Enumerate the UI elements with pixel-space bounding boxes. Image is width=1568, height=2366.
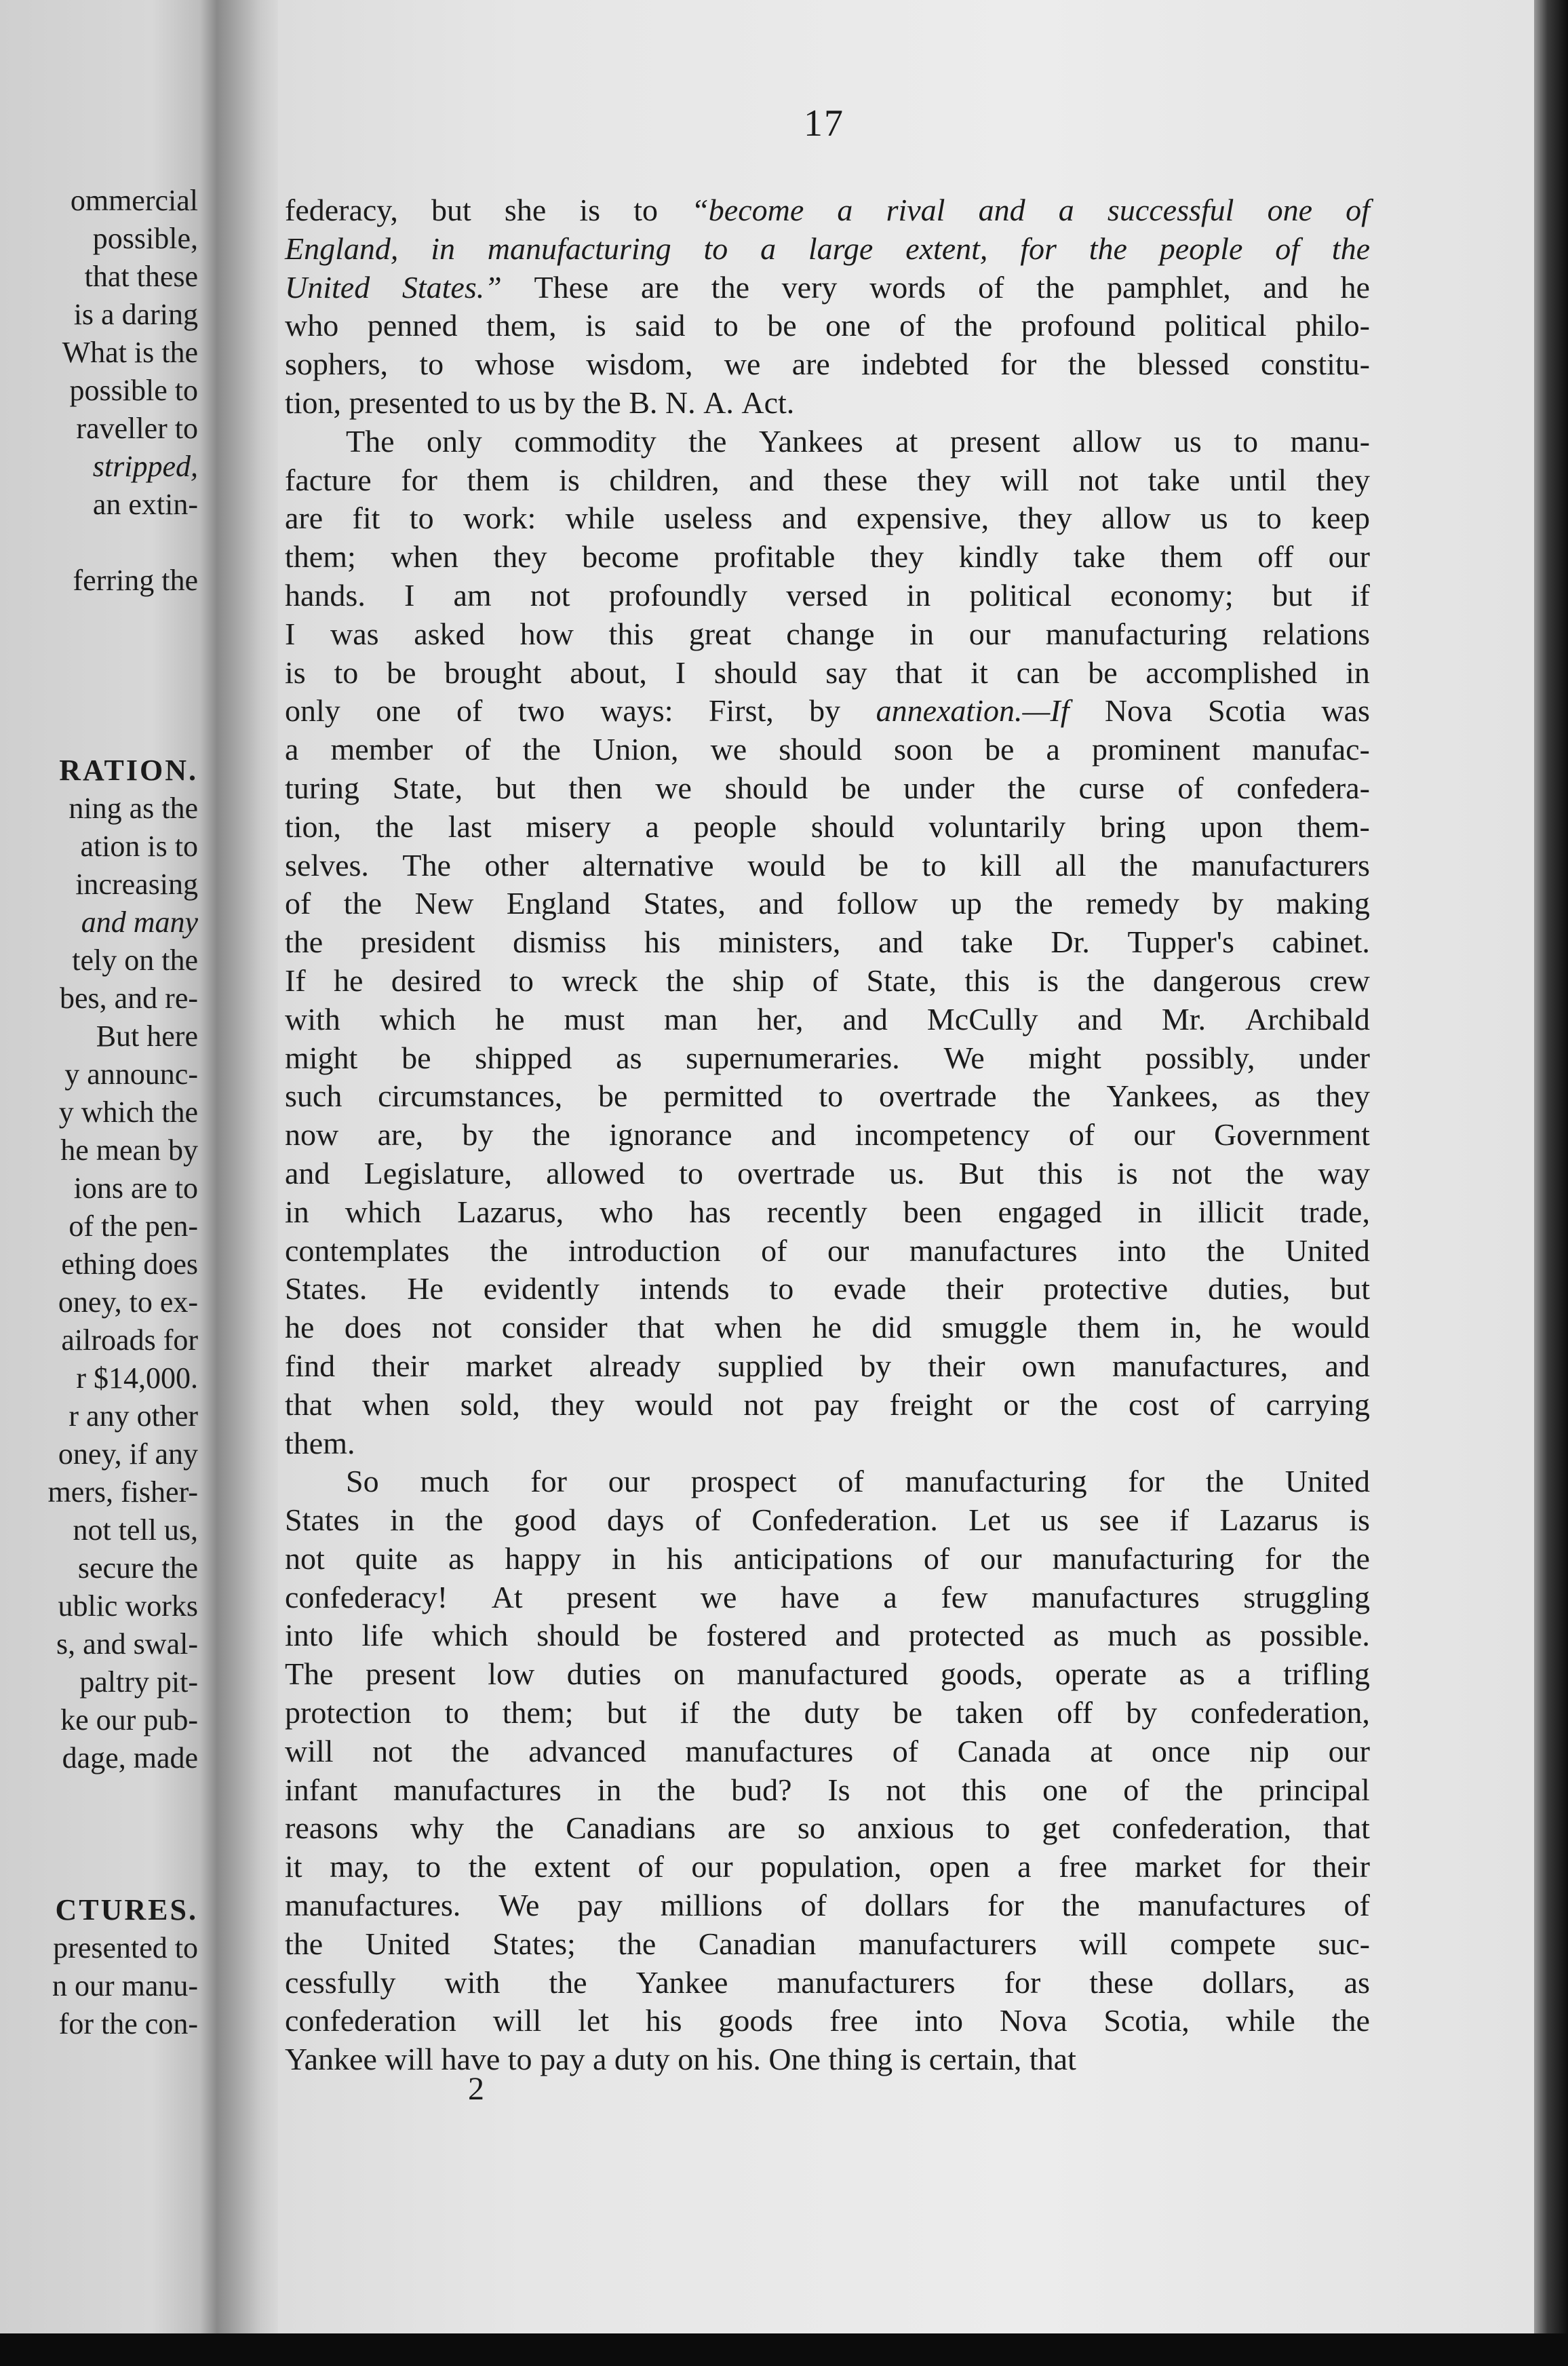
body-text <box>285 191 1370 2079</box>
left-fragment-line: paltry pit- <box>79 1665 198 1699</box>
body-line: The present low duties on manufactured goods, operate as a trifling <box>285 1656 1370 1692</box>
page-edge <box>1534 0 1568 2366</box>
left-fragment-line: raveller to <box>76 412 198 445</box>
body-line: tion, presented to us by the B. N. A. Act. <box>285 385 795 420</box>
body-line: sophers, to whose wisdom, we are indebted for the blessed constitu- <box>285 347 1370 382</box>
body-line: manufactures. We pay millions of dollars for the manufactures of <box>285 1888 1370 1923</box>
left-fragment-line: s, and swal- <box>56 1627 198 1661</box>
body-line: confederacy! At present we have a few manufactures struggling <box>285 1579 1370 1614</box>
left-fragment-line: that these <box>84 260 198 293</box>
left-fragment-line: presented to <box>53 1931 198 1964</box>
left-fragment-line <box>0 638 198 676</box>
left-fragment-line: ions are to <box>73 1171 198 1205</box>
body-line: England, in manufacturing to a large extent, for the people of the <box>285 231 1370 266</box>
body-line: If he desired to wreck the ship of State, this is the dangerous crew <box>285 963 1370 998</box>
left-fragment-line <box>0 1777 198 1815</box>
body-line: selves. The other alternative would be to kill all the manufacturers <box>285 847 1370 883</box>
left-fragment-line: ommercial <box>70 184 198 217</box>
left-fragment-line: What is the <box>62 336 198 369</box>
left-fragment-line <box>0 714 198 752</box>
left-fragment-line: possible to <box>69 374 198 407</box>
body-line: such circumstances, be permitted to overtrade the Yankees, as they <box>285 1079 1370 1114</box>
body-line: in which Lazarus, who has recently been engaged in illicit trade, <box>285 1194 1370 1229</box>
body-line: them; when they become profitable they kindly take them off our <box>285 539 1370 575</box>
left-fragment-line: ailroads for <box>61 1323 198 1357</box>
body-line: might be shipped as supernumeraries. We might possibly, under <box>285 1040 1370 1075</box>
body-line: The only commodity the Yankees at present allow us to manu- <box>346 423 1370 459</box>
left-fragment-line: bes, and re- <box>59 982 198 1015</box>
body-line: of the New England States, and follow up the remedy by making <box>285 886 1370 921</box>
left-fragment-line: ning as the <box>68 792 198 825</box>
body-line: hands. I am not profoundly versed in political economy; but if <box>285 577 1370 613</box>
left-fragment-line: n our manu- <box>52 1969 198 2002</box>
left-fragment-line: of the pen- <box>68 1209 198 1243</box>
body-line: into life which should be fostered and protected as much as possible. <box>285 1618 1370 1653</box>
left-fragment-line: and many <box>81 906 198 939</box>
left-fragment-line: mers, fisher- <box>47 1475 198 1509</box>
left-fragment-line: r $14,000. <box>76 1361 198 1395</box>
left-fragment-line: dage, made <box>62 1741 198 1775</box>
left-fragment-line: ething does <box>61 1247 198 1281</box>
body-line: States in the good days of Confederation. Let us see if Lazarus is <box>285 1502 1370 1538</box>
left-fragment-line <box>0 676 198 714</box>
left-fragment-line: CTURES. <box>55 1893 198 1926</box>
left-fragment-line: ferring the <box>73 564 198 597</box>
left-fragment-line: possible, <box>92 222 198 255</box>
body-line: cessfully with the Yankee manufacturers for these dollars, as <box>285 1964 1370 2000</box>
body-line: are fit to work: while useless and expensive, they allow us to keep <box>285 501 1370 536</box>
body-line: he does not consider that when he did smuggle them in, he would <box>285 1310 1370 1345</box>
left-fragment-line: increasing <box>75 868 198 901</box>
body-line: confederation will let his goods free into Nova Scotia, while the <box>285 2003 1370 2038</box>
page-number: 17 <box>804 102 844 144</box>
scan-background <box>0 2333 1568 2366</box>
left-fragment-line: secure the <box>77 1551 198 1585</box>
body-line: not quite as happy in his anticipations of our manufacturing for the <box>285 1540 1370 1576</box>
left-fragment-line: not tell us, <box>73 1513 198 1547</box>
body-line: will not the advanced manufactures of Canada at once nip our <box>285 1733 1370 1768</box>
left-fragment-line: is a daring <box>73 298 198 331</box>
left-fragment-line <box>0 524 198 562</box>
body-line: Yankee will have to pay a duty on his. One thing is certain, that <box>285 2042 1076 2077</box>
book-gutter <box>217 0 278 2366</box>
body-line: that when sold, they would not pay freight or the cost of carrying <box>285 1386 1370 1422</box>
left-fragment-line: y which the <box>58 1095 198 1129</box>
body-line: infant manufactures in the bud? Is not this one of the principal <box>285 1772 1370 1807</box>
left-fragment-line: RATION. <box>59 754 198 787</box>
body-line: I was asked how this great change in our manufacturing relations <box>285 616 1370 651</box>
left-page-text-fragments <box>0 182 198 2043</box>
body-line: is to be brought about, I should say that it can be accomplished in <box>285 655 1370 690</box>
left-fragment-line: for the con- <box>58 2007 198 2040</box>
body-line: So much for our prospect of manufacturing for the United <box>346 1464 1370 1499</box>
left-fragment-line: oney, to ex- <box>58 1285 198 1319</box>
body-line: turing State, but then we should be under the curse of confedera- <box>285 770 1370 805</box>
body-line: reasons why the Canadians are so anxious to get confederation, that <box>285 1810 1370 1846</box>
body-line: protection to them; but if the duty be taken off by confederation, <box>285 1695 1370 1730</box>
body-line: who penned them, is said to be one of the profound political philo- <box>285 308 1370 343</box>
left-fragment-line: stripped, <box>92 450 198 483</box>
left-fragment-line: oney, if any <box>58 1437 198 1471</box>
left-fragment-line: But here <box>96 1020 198 1053</box>
body-line: with which he must man her, and McCully and Mr. Archibald <box>285 1001 1370 1036</box>
left-fragment-line: he mean by <box>60 1133 198 1167</box>
left-fragment-line: ke our pub- <box>60 1703 198 1737</box>
left-fragment-line <box>0 1853 198 1891</box>
body-line: the United States; the Canadian manufacturers will compete suc- <box>285 1926 1370 1961</box>
left-fragment-line <box>0 1815 198 1853</box>
left-fragment-line: ation is to <box>80 830 198 863</box>
left-page <box>0 0 217 2333</box>
body-line: contemplates the introduction of our manufactures into the United <box>285 1233 1370 1268</box>
body-line: now are, by the ignorance and incompetency of our Government <box>285 1117 1370 1152</box>
body-line: tion, the last misery a people should voluntarily bring upon them- <box>285 809 1370 844</box>
body-line: facture for them is children, and these they will not take until they <box>285 462 1370 497</box>
body-line: the president dismiss his ministers, and take Dr. Tupper's cabinet. <box>285 925 1370 960</box>
body-line: and Legislature, allowed to overtrade us. But this is not the way <box>285 1155 1370 1190</box>
signature-mark: 2 <box>468 2071 484 2107</box>
body-line: a member of the Union, we should soon be a prominent manufac- <box>285 732 1370 767</box>
body-line: federacy, but she is to “become a rival and a successful one of <box>285 193 1370 227</box>
body-line: only one of two ways: First, by annexation.—If Nova Scotia was <box>285 693 1370 729</box>
left-fragment-line: ublic works <box>58 1589 198 1623</box>
left-fragment-line: an extin- <box>92 488 198 521</box>
body-line: them. <box>285 1425 355 1460</box>
body-line: United States.” These are the very words of the pamphlet, and he <box>285 269 1370 305</box>
left-fragment-line: r any other <box>68 1399 198 1433</box>
body-line: find their market already supplied by their own manufactures, and <box>285 1348 1370 1383</box>
left-fragment-line: y announc- <box>64 1058 198 1091</box>
body-line: States. He evidently intends to evade their protective duties, but <box>285 1271 1370 1306</box>
left-fragment-line <box>0 600 198 638</box>
body-line: it may, to the extent of our population, open a free market for their <box>285 1849 1370 1884</box>
left-fragment-line: tely on the <box>72 944 198 977</box>
